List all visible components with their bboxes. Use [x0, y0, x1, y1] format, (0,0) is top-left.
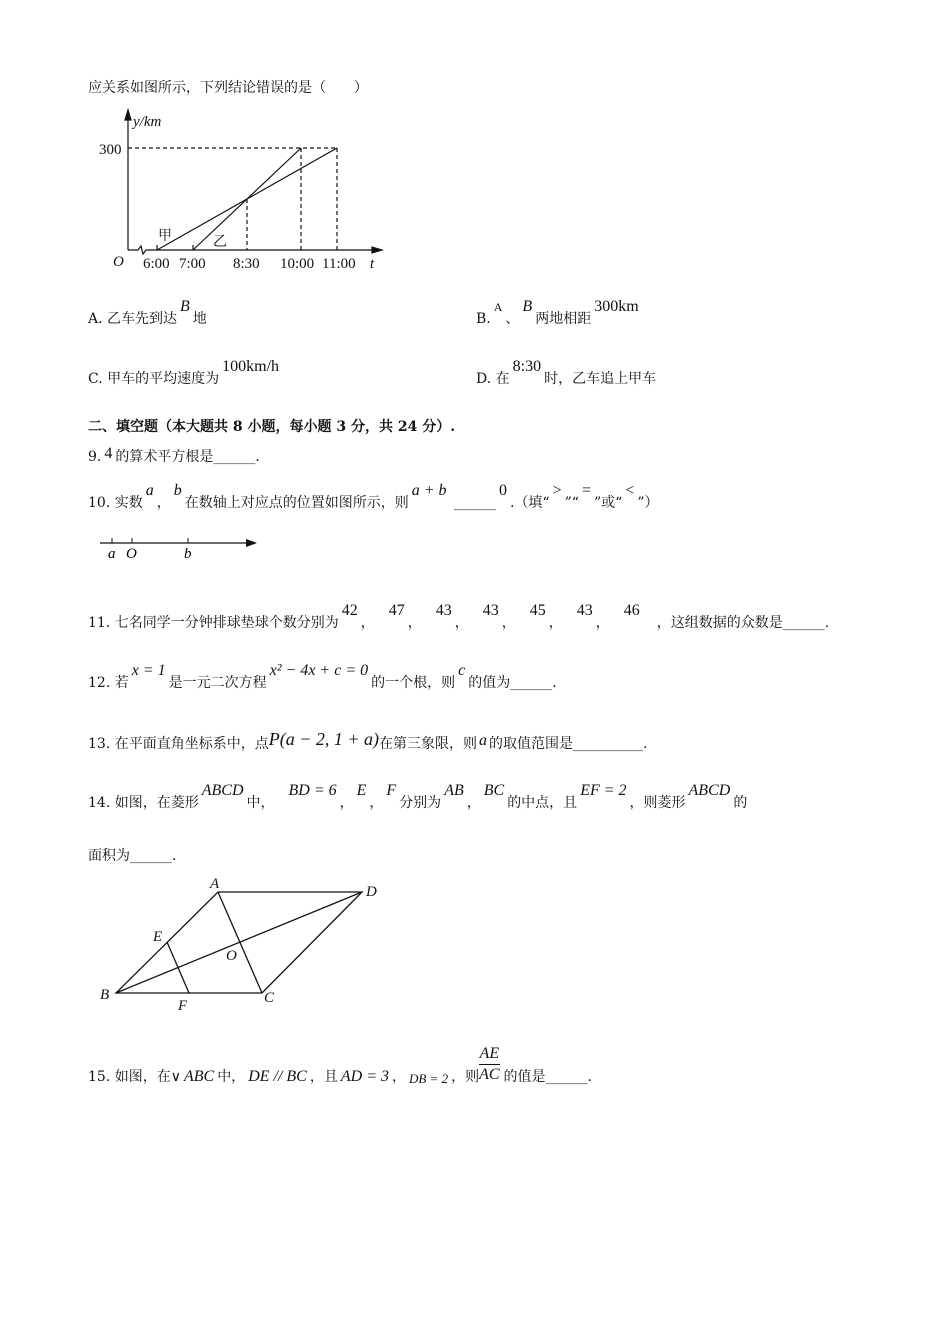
q-text: 在数轴上对应点的位置如图所示，则: [184, 495, 409, 511]
math: 0: [498, 482, 507, 499]
fraction-ae-ac: [479, 1044, 499, 1085]
option-d-text: 时，乙车追上甲车: [544, 371, 657, 387]
math: a: [479, 732, 487, 749]
math: a + b: [411, 482, 447, 499]
option-a[interactable]: [88, 298, 207, 328]
q-text: ，这组数据的众数是______.: [656, 615, 830, 631]
point-a-label: a: [108, 546, 116, 562]
q-text: ”）: [637, 495, 659, 511]
q-text: ”“: [564, 495, 579, 511]
math: c: [458, 662, 466, 679]
fraction-denominator: AC: [479, 1066, 500, 1083]
q9: [88, 446, 260, 466]
option-d[interactable]: [476, 358, 657, 388]
math: ABCD: [688, 782, 731, 799]
q-text: ，: [156, 495, 171, 511]
math: DE // BC: [248, 1067, 307, 1085]
q-text: 的值是______.: [503, 1068, 592, 1085]
q-text: ，: [466, 795, 481, 811]
option-c[interactable]: [88, 358, 282, 388]
q-text: 14. 如图，在菱形: [88, 795, 199, 811]
option-b-text: 、: [505, 311, 520, 327]
math: A: [493, 300, 503, 314]
math: 43: [576, 602, 593, 619]
point-f: F: [178, 998, 188, 1014]
math: B: [180, 298, 190, 315]
math: EF = 2: [580, 782, 627, 799]
math: DB = 2: [408, 1070, 449, 1086]
math: ABCD: [201, 782, 244, 799]
point-e: E: [153, 929, 163, 945]
q9-text: 的算术平方根是______.: [115, 449, 260, 465]
math: =: [581, 482, 591, 499]
answer-blank[interactable]: ______: [453, 495, 496, 511]
t-tick: 11:00: [322, 256, 356, 272]
t-tick: 7:00: [179, 256, 206, 272]
q-text: 中，: [217, 1068, 246, 1085]
q11: 11. 七名同学一分钟排球垫球个数分别为42，47，43，43，45，43，46，这组数据的众数是______.: [88, 602, 830, 631]
math: E: [356, 782, 367, 799]
math: 8:30: [512, 358, 542, 375]
math: 47: [388, 602, 405, 619]
option-a-text: 地: [192, 311, 207, 327]
q-text: 11. 七名同学一分钟排球垫球个数分别为: [88, 615, 339, 631]
q-text: 的中点，且: [507, 795, 578, 811]
fraction-numerator: AE: [479, 1044, 499, 1065]
math: a: [145, 482, 154, 499]
q-text: 13. 在平面直角坐标系中，点: [88, 736, 269, 752]
math: >: [552, 482, 562, 499]
q-text: 是一元二次方程: [168, 675, 267, 691]
option-d-text: D. 在: [476, 371, 510, 387]
q-text: ，则菱形: [629, 795, 686, 811]
q-text: 10. 实数: [88, 495, 143, 511]
jia-label: 甲: [158, 229, 172, 244]
math: ABC: [183, 1067, 215, 1085]
math: 43: [435, 602, 452, 619]
q-text: 的取值范围是__________.: [489, 736, 648, 752]
math: 45: [529, 602, 546, 619]
option-a-text: A. 乙车先到达: [88, 311, 178, 327]
math: <: [625, 482, 635, 499]
math: BD = 6: [288, 782, 337, 799]
yi-label: 乙: [213, 235, 227, 250]
origin-label: O: [126, 546, 137, 562]
q-text: 的一个根，则: [371, 675, 456, 691]
point-b-label: b: [184, 546, 192, 562]
math: x = 1: [131, 662, 166, 679]
q-text: 15. 如图，在∨: [88, 1068, 181, 1085]
t-tick: 10:00: [280, 256, 315, 272]
y-axis-label: y/km: [133, 114, 162, 130]
option-b[interactable]: [476, 298, 642, 328]
q10: [88, 482, 659, 512]
q-number: 9.: [88, 449, 102, 465]
rhombus-figure: [90, 865, 490, 1025]
math: 43: [482, 602, 499, 619]
t-tick: 8:30: [233, 256, 260, 272]
q-text: ，且: [309, 1068, 338, 1085]
math: B: [522, 298, 533, 315]
q14-line2: 面积为______.: [88, 848, 177, 864]
q-text: ，: [339, 795, 354, 811]
math: 300km: [594, 298, 639, 315]
q-text: 中，: [246, 795, 275, 811]
option-c-text: C. 甲车的平均速度为: [88, 371, 220, 387]
number-line: [90, 530, 290, 570]
q8-distance-time-graph: [0, 0, 950, 300]
math: b: [173, 482, 182, 499]
vertex-d: D: [366, 884, 377, 900]
vertex-a: A: [210, 876, 220, 892]
option-b-label: B.: [476, 311, 491, 327]
q12: [88, 662, 557, 692]
q-text: 分别为: [399, 795, 442, 811]
section-heading: 二、填空题（本大题共 8 小题，每小题 3 分，共 24 分）.: [88, 419, 456, 435]
math: AD = 3: [340, 1067, 389, 1085]
math: F: [386, 782, 397, 799]
origin-label: O: [113, 254, 124, 270]
math: AB: [444, 782, 464, 799]
q-text: ，: [369, 795, 384, 811]
math: 46: [623, 602, 640, 619]
q-text: ，则: [451, 1068, 480, 1085]
math: x² − 4x + c = 0: [269, 662, 369, 679]
vertex-b: B: [100, 987, 110, 1003]
option-b-text: 两地相距: [535, 311, 592, 327]
y-tick-300: 300: [99, 142, 122, 158]
math: 4: [104, 445, 113, 462]
q-text: ，: [391, 1068, 406, 1085]
math: BC: [483, 782, 505, 799]
q-text: 的: [733, 795, 748, 811]
t-axis-label: t: [370, 256, 375, 272]
q-text: 的值为______.: [468, 675, 557, 691]
math: 100km/h: [222, 358, 280, 375]
q-text: 12. 若: [88, 675, 129, 691]
vertex-c: C: [264, 990, 275, 1006]
q-text: ”或“: [593, 495, 623, 511]
q15: [88, 1040, 592, 1086]
q8-stem: 应关系如图所示，下列结论错误的是（ ）: [88, 80, 368, 96]
math: 42: [341, 602, 358, 619]
point-o: O: [226, 948, 237, 964]
q-text: 在第三象限，则: [379, 736, 477, 752]
q13: [88, 729, 648, 753]
q-text: .（填“: [509, 495, 550, 511]
t-tick: 6:00: [143, 256, 170, 272]
q14: [88, 782, 748, 812]
math: P(a − 2, 1 + a): [268, 729, 379, 749]
